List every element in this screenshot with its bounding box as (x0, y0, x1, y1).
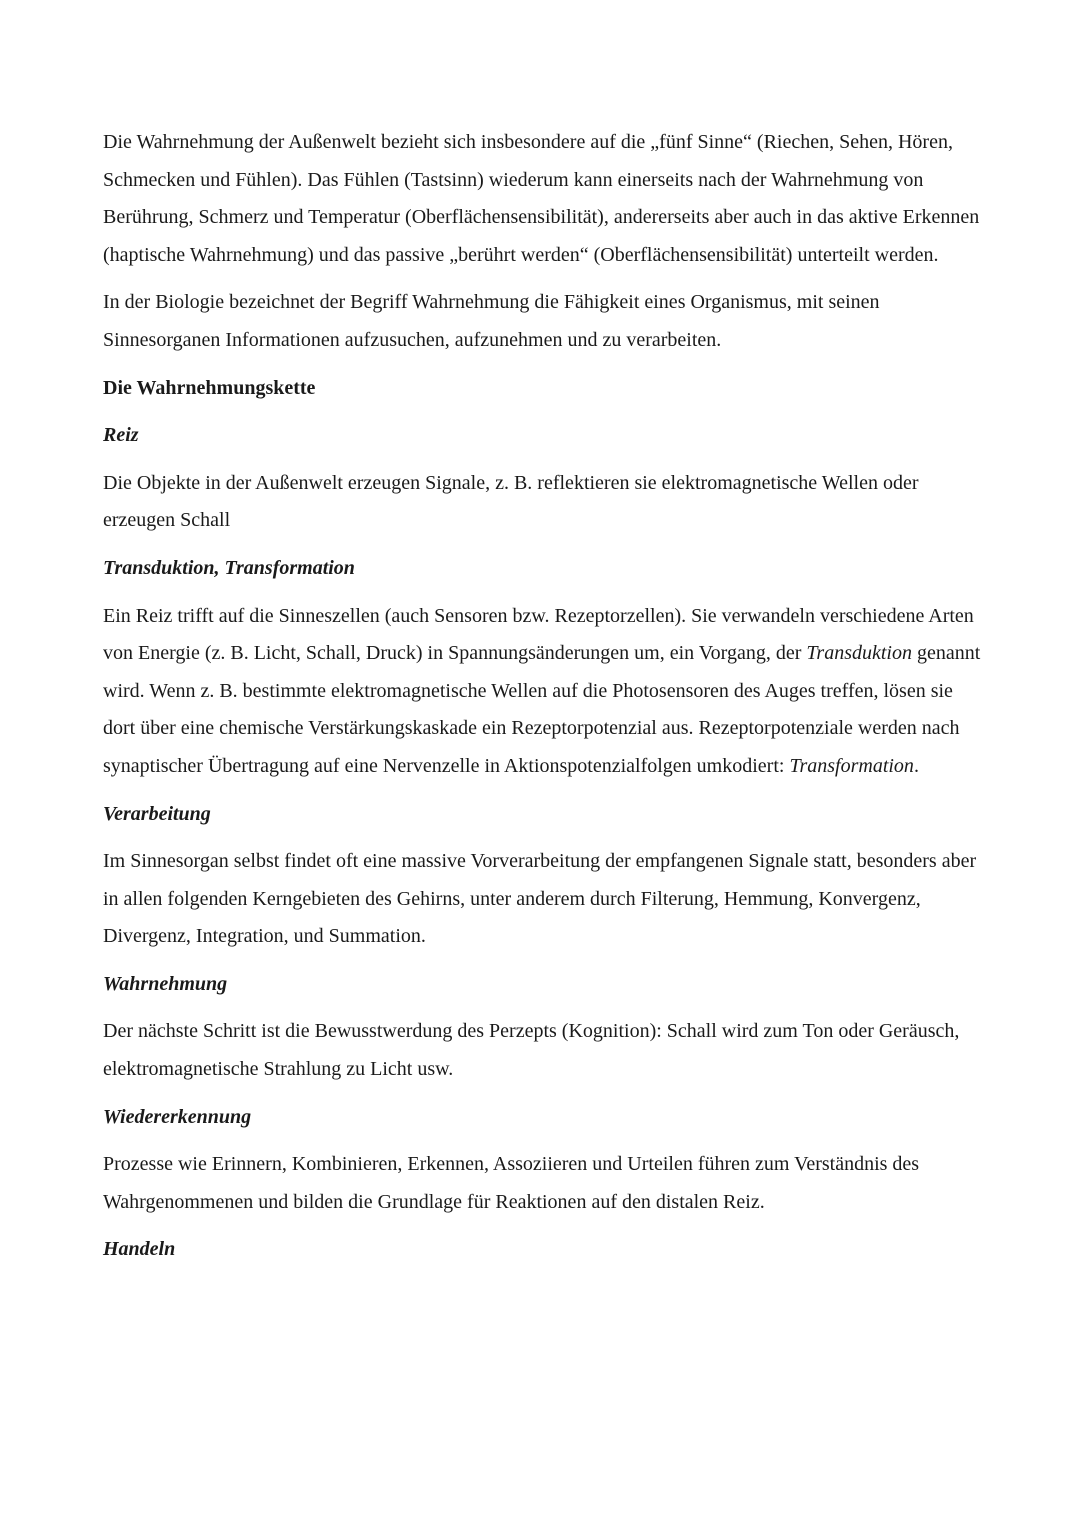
transduktion-text-part-2: genannt wird. Wenn z. B. bestimmte elektromagnetische Wellen auf die Photosensoren des Auges treffen, lösen sie dort über eine chemische Verstärkungskaskade ein Rezeptorpotenzial aus. Rezeptorpotenziale werden nach synaptischer Übertragung auf eine Nervenzelle in Aktionspotenzialfolgen umkodiert: (103, 642, 981, 777)
handeln-heading: Handeln (103, 1238, 176, 1261)
transduktion-heading: Transduktion, Transformation (103, 556, 355, 579)
reiz-heading: Reiz (103, 424, 139, 447)
wiedererkennung-paragraph: Prozesse wie Erinnern, Kombinieren, Erkennen, Assoziieren und Urteilen führen zum Verständnis des Wahrgenommenen und bilden die Grundlage für Reaktionen auf den distalen Reiz. (103, 1153, 920, 1213)
transduktion-text-part-3: . (913, 754, 919, 777)
wahrnehmung-heading: Wahrnehmung (103, 972, 228, 995)
verarbeitung-heading: Verarbeitung (103, 802, 211, 825)
reiz-paragraph: Die Objekte in der Außenwelt erzeugen Signale, z. B. reflektieren sie elektromagnetische Wellen oder erzeugen Schall (103, 471, 919, 532)
transduktion-paragraph (103, 598, 983, 786)
document-page (103, 124, 983, 1279)
intro-paragraph-biology: In der Biologie bezeichnet der Begriff Wahrnehmung die Fähigkeit eines Organismus, mit seinen Sinnesorganen Informationen aufzusuchen, aufzunehmen und zu verarbeiten. (103, 291, 880, 351)
intro-paragraph-senses: Die Wahrnehmung der Außenwelt bezieht sich insbesondere auf die „fünf Sinne“ (Riechen, Sehen, Hören, Schmecken und Fühlen). Das Fühlen (Tastsinn) wiederum kann einerseits nach der Wahrnehmung von Berührung, Schmerz und Temperatur (Oberflächensensibilität), andererseits aber auch in das aktive Erkennen (haptische Wahrnehmung) und das passive „berührt werden“ (Oberflächensensibilität) unterteilt werden. (103, 131, 980, 266)
wahrnehmung-paragraph: Der nächste Schritt ist die Bewusstwerdung des Perzepts (Kognition): Schall wird zum Ton oder Geräusch, elektromagnetische Strahlung zu Licht usw. (103, 1020, 960, 1081)
transduktion-term: Transduktion (806, 642, 912, 665)
transduktion-text-part-1: Ein Reiz trifft auf die Sinneszellen (auch Sensoren bzw. Rezeptorzellen). Sie verwandeln verschiedene Arten von Energie (z. B. Licht, Schall, Druck) in Spannungsänderungen um, ein Vorgang, der (103, 604, 974, 665)
section-title: Die Wahrnehmungskette (103, 376, 316, 399)
verarbeitung-paragraph: Im Sinnesorgan selbst findet oft eine massive Vorverarbeitung der empfangenen Signale statt, besonders aber in allen folgenden Kerngebieten des Gehirns, unter anderem durch Filterung, Hemmung, Konvergenz, Divergenz, Integration, und Summation. (103, 850, 977, 948)
transformation-term: Transformation (789, 754, 914, 777)
wiedererkennung-heading: Wiedererkennung (103, 1105, 252, 1128)
